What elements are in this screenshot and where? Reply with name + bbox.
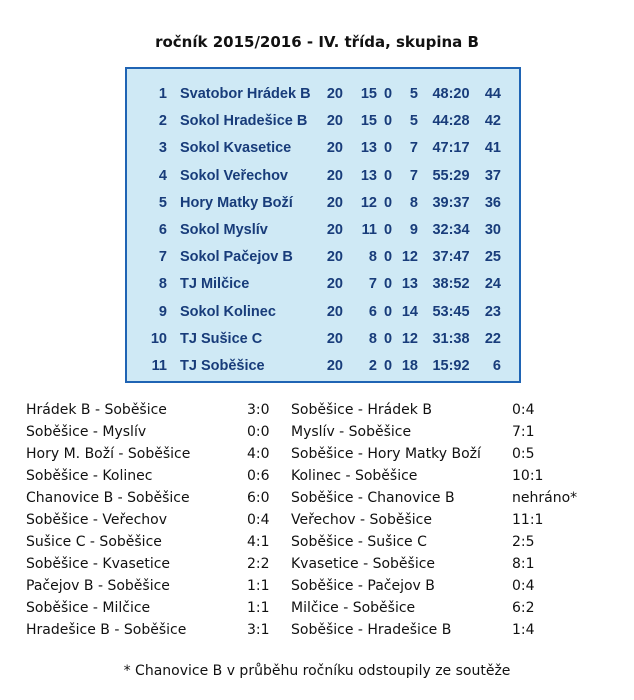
position-cell: 1 [158, 86, 167, 102]
team-cell: Svatobor Hrádek B [180, 86, 311, 102]
home-match-score: 3:1 [247, 622, 270, 638]
won-cell: 7 [368, 276, 377, 293]
standings-row [127, 217, 523, 244]
standings-row [127, 135, 523, 162]
points-cell: 42 [484, 113, 501, 130]
won-cell: 13 [360, 167, 377, 184]
score-cell: 47:17 [432, 140, 470, 157]
won-cell: 11 [361, 222, 377, 238]
home-match-label: Pačejov B - Soběšice [26, 578, 170, 594]
home-match-score: 6:0 [247, 490, 270, 506]
match-row [26, 487, 626, 509]
position-cell: 11 [151, 358, 167, 374]
away-match-label: Soběšice - Hrádek B [291, 402, 432, 418]
home-match-label: Hory M. Boží - Soběšice [26, 446, 191, 462]
played-cell: 20 [326, 276, 343, 293]
away-match-score: 2:5 [512, 534, 535, 550]
lost-cell: 18 [401, 358, 418, 374]
drawn-cell: 0 [384, 222, 393, 238]
position-cell: 6 [158, 222, 167, 238]
match-row [26, 575, 626, 597]
score-cell: 39:37 [432, 194, 470, 211]
away-match-label: Myslív - Soběšice [291, 424, 412, 440]
team-cell: TJ Sušice C [180, 330, 263, 347]
page-title: ročník 2015/2016 - IV. třída, skupina B [155, 33, 479, 51]
points-cell: 22 [484, 330, 501, 347]
away-match-score: 10:1 [512, 468, 544, 484]
team-cell: Sokol Pačejov B [180, 249, 293, 266]
position-cell: 8 [158, 276, 167, 293]
match-row [26, 553, 626, 575]
score-cell: 37:47 [432, 249, 470, 266]
drawn-cell: 0 [384, 358, 393, 374]
team-cell: Sokol Kvasetice [180, 140, 292, 157]
drawn-cell: 0 [384, 140, 393, 157]
away-match-score: nehráno* [512, 490, 578, 506]
standings-row [127, 326, 523, 353]
points-cell: 23 [484, 303, 501, 320]
won-cell: 12 [360, 194, 377, 211]
points-cell: 6 [492, 358, 501, 374]
drawn-cell: 0 [384, 276, 393, 293]
lost-cell: 9 [409, 222, 418, 238]
match-row [26, 399, 626, 421]
lost-cell: 12 [401, 249, 418, 266]
position-cell: 10 [150, 330, 167, 347]
score-cell: 32:34 [432, 222, 470, 238]
score-cell: 53:45 [432, 303, 470, 320]
match-row [26, 421, 626, 443]
lost-cell: 14 [401, 303, 418, 320]
points-cell: 36 [484, 194, 501, 211]
match-results [26, 399, 626, 641]
won-cell: 2 [368, 358, 377, 374]
position-cell: 5 [158, 194, 167, 211]
team-cell: TJ Milčice [180, 276, 250, 293]
home-match-score: 2:2 [247, 556, 270, 572]
played-cell: 20 [326, 358, 343, 374]
standings-row [127, 271, 523, 298]
home-match-label: Hradešice B - Soběšice [26, 622, 187, 638]
played-cell: 20 [326, 140, 343, 157]
away-match-label: Milčice - Soběšice [291, 600, 416, 616]
drawn-cell: 0 [384, 113, 393, 130]
points-cell: 30 [484, 222, 501, 238]
match-row [26, 465, 626, 487]
points-cell: 24 [484, 276, 501, 293]
standings-row [127, 244, 523, 271]
won-cell: 15 [360, 113, 377, 130]
home-match-label: Soběšice - Milčice [26, 600, 151, 616]
position-cell: 9 [158, 303, 167, 320]
team-cell: Sokol Myslív [180, 222, 268, 238]
points-cell: 44 [484, 86, 501, 102]
score-cell: 48:20 [432, 86, 470, 102]
home-match-score: 0:4 [247, 512, 270, 528]
standings-row [127, 190, 523, 217]
standings-row [127, 163, 523, 190]
away-match-score: 11:1 [512, 512, 544, 528]
away-match-label: Soběšice - Hory Matky Boží [291, 446, 481, 462]
played-cell: 20 [326, 86, 343, 102]
score-cell: 44:28 [432, 113, 470, 130]
team-cell: Hory Matky Boží [180, 194, 293, 211]
won-cell: 6 [368, 303, 377, 320]
home-match-score: 1:1 [247, 578, 270, 594]
home-match-label: Chanovice B - Soběšice [26, 490, 190, 506]
team-cell: TJ Soběšice [180, 358, 265, 374]
won-cell: 8 [368, 330, 377, 347]
played-cell: 20 [326, 113, 343, 130]
drawn-cell: 0 [384, 86, 393, 102]
lost-cell: 13 [401, 276, 418, 293]
position-cell: 4 [158, 167, 167, 184]
points-cell: 25 [484, 249, 501, 266]
points-cell: 41 [484, 140, 501, 157]
match-row [26, 443, 626, 465]
home-match-label: Sušice C - Soběšice [26, 534, 162, 550]
score-cell: 31:38 [432, 330, 470, 347]
home-match-label: Soběšice - Kvasetice [26, 556, 171, 572]
lost-cell: 12 [401, 330, 418, 347]
away-match-label: Soběšice - Sušice C [291, 534, 427, 550]
played-cell: 20 [326, 303, 343, 320]
away-match-score: 0:5 [512, 446, 535, 462]
lost-cell: 8 [409, 194, 418, 211]
home-match-label: Hrádek B - Soběšice [26, 402, 167, 418]
match-row [26, 531, 626, 553]
position-cell: 7 [158, 249, 167, 266]
played-cell: 20 [326, 194, 343, 211]
team-cell: Sokol Veřechov [180, 167, 288, 184]
played-cell: 20 [326, 330, 343, 347]
score-cell: 15:92 [432, 358, 470, 374]
away-match-label: Veřechov - Soběšice [291, 512, 432, 528]
away-match-score: 6:2 [512, 600, 535, 616]
lost-cell: 7 [409, 167, 418, 184]
away-match-score: 1:4 [512, 622, 535, 638]
drawn-cell: 0 [384, 249, 393, 266]
score-cell: 55:29 [432, 167, 470, 184]
home-match-label: Soběšice - Myslív [26, 424, 147, 440]
won-cell: 13 [360, 140, 377, 157]
position-cell: 3 [158, 140, 167, 157]
drawn-cell: 0 [384, 167, 393, 184]
away-match-label: Soběšice - Chanovice B [291, 490, 455, 506]
away-match-label: Kolinec - Soběšice [291, 468, 418, 484]
team-cell: Sokol Hradešice B [180, 113, 308, 130]
away-match-label: Soběšice - Hradešice B [291, 622, 452, 638]
lost-cell: 7 [409, 140, 418, 157]
away-match-score: 0:4 [512, 402, 535, 418]
match-row [26, 619, 626, 641]
played-cell: 20 [326, 167, 343, 184]
away-match-label: Soběšice - Pačejov B [291, 578, 435, 594]
played-cell: 20 [326, 249, 343, 266]
match-row [26, 597, 626, 619]
standings-row [127, 81, 523, 108]
drawn-cell: 0 [384, 194, 393, 211]
standings-row [127, 353, 523, 380]
points-cell: 37 [484, 167, 501, 184]
home-match-score: 3:0 [247, 402, 270, 418]
home-match-label: Soběšice - Kolinec [26, 468, 153, 484]
home-match-score: 4:1 [247, 534, 270, 550]
team-cell: Sokol Kolinec [180, 303, 276, 320]
away-match-score: 8:1 [512, 556, 535, 572]
footnote: * Chanovice B v průběhu ročníku odstoupily ze soutěže [123, 663, 511, 679]
lost-cell: 5 [409, 113, 418, 130]
standings-row [127, 299, 523, 326]
played-cell: 20 [326, 222, 343, 238]
won-cell: 8 [368, 249, 377, 266]
away-match-label: Kvasetice - Soběšice [291, 556, 436, 572]
position-cell: 2 [158, 113, 167, 130]
standings-row [127, 108, 523, 135]
match-row [26, 509, 626, 531]
home-match-score: 4:0 [247, 446, 270, 462]
home-match-score: 0:6 [247, 468, 270, 484]
drawn-cell: 0 [384, 303, 393, 320]
home-match-score: 0:0 [247, 424, 270, 440]
away-match-score: 7:1 [512, 424, 535, 440]
score-cell: 38:52 [432, 276, 470, 293]
lost-cell: 5 [409, 86, 418, 102]
home-match-score: 1:1 [247, 600, 270, 616]
standings-table [125, 67, 521, 383]
won-cell: 15 [360, 86, 377, 102]
drawn-cell: 0 [384, 330, 393, 347]
home-match-label: Soběšice - Veřechov [26, 512, 167, 528]
away-match-score: 0:4 [512, 578, 535, 594]
